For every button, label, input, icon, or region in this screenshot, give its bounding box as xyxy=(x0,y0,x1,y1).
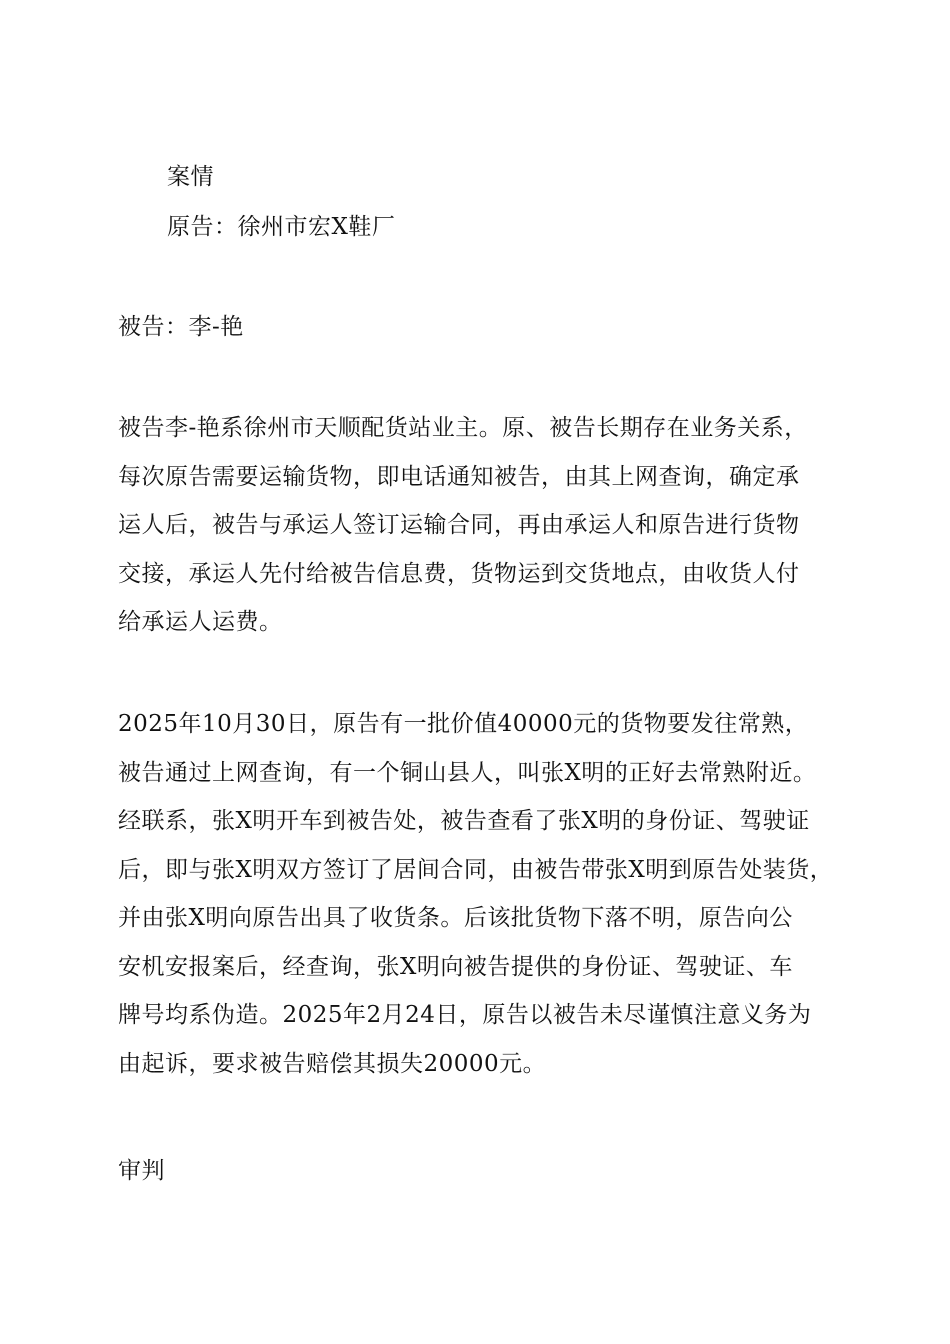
paragraph-line: 由起诉，要求被告赔偿其损失20000元。 xyxy=(118,1050,547,1077)
paragraph-line: 并由张X明向原告出具了收货条。后该批货物下落不明，原告向公 xyxy=(118,905,793,931)
plaintiff-line: 原告：徐州市宏X鞋厂 xyxy=(167,214,396,240)
paragraph-line: 交接，承运人先付给被告信息费，货物运到交货地点，由收货人付 xyxy=(118,560,800,587)
defendant-line: 被告：李-艳 xyxy=(118,314,244,340)
section-heading-trial: 审判 xyxy=(118,1158,165,1184)
paragraph-line: 经联系，张X明开车到被告处，被告查看了张X明的身份证、驾驶证 xyxy=(118,808,810,834)
paragraph-line: 每次原告需要运输货物，即电话通知被告，由其上网查询，确定承 xyxy=(118,463,800,490)
facts-paragraph-2 xyxy=(118,700,838,1088)
paragraph-line: 后，即与张X明双方签订了居间合同，由被告带张X明到原告处装货， xyxy=(118,856,834,883)
facts-paragraph-1 xyxy=(118,404,838,647)
paragraph-line: 给承运人运费。 xyxy=(118,609,283,635)
paragraph-line: 2025年10月30日，原告有一批价值40000元的货物要发往常熟， xyxy=(118,711,809,737)
paragraph-line: 被告李-艳系徐州市天顺配货站业主。原、被告长期存在业务关系， xyxy=(118,415,808,441)
paragraph-line: 运人后，被告与承运人签订运输合同，再由承运人和原告进行货物 xyxy=(118,512,800,538)
paragraph-line: 安机安报案后，经查询，张X明向被告提供的身份证、驾驶证、车 xyxy=(118,953,793,980)
paragraph-line: 被告通过上网查询，有一个铜山县人，叫张X明的正好去常熟附近。 xyxy=(118,759,817,786)
paragraph-line: 牌号均系伪造。2025年2月24日，原告以被告未尽谨慎注意义务为 xyxy=(118,1002,812,1028)
section-heading-case: 案情 xyxy=(167,164,214,190)
